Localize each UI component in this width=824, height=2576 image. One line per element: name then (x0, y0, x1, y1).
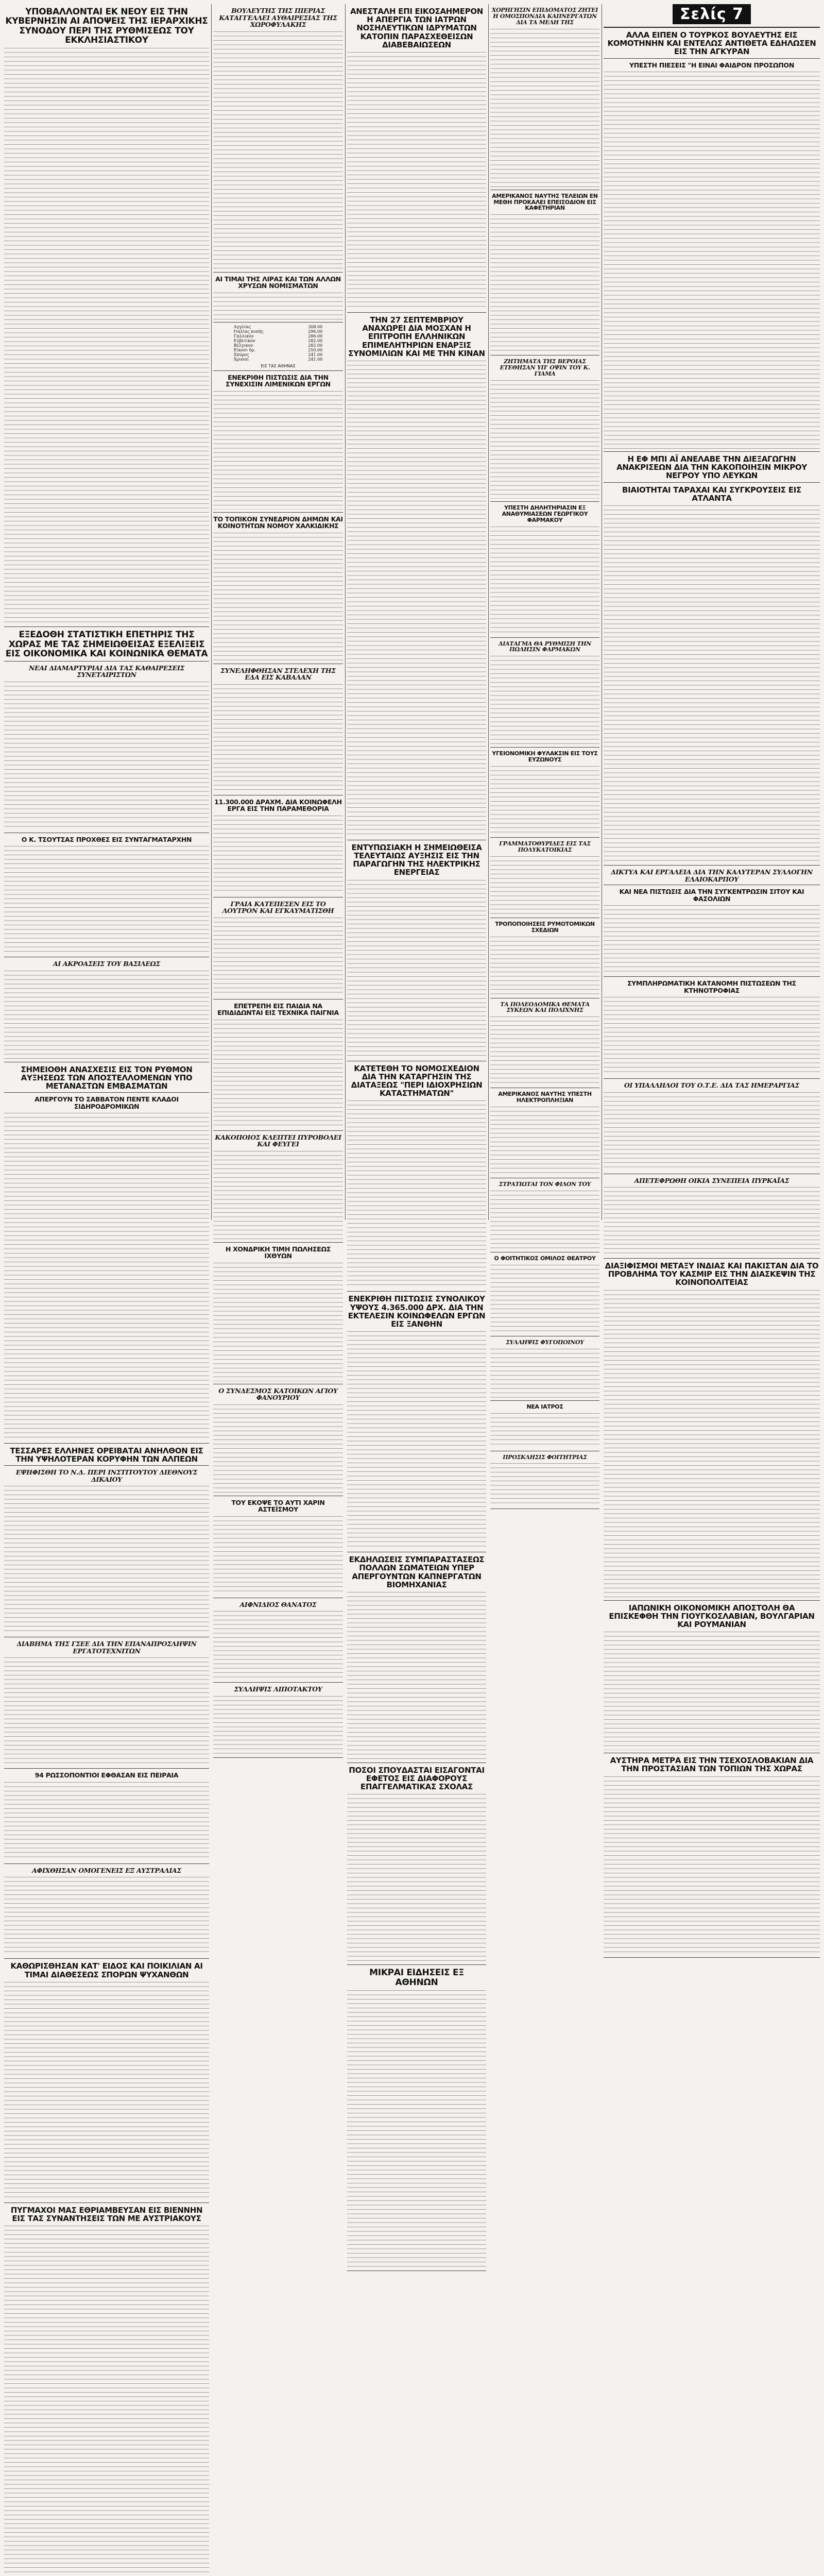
article (604, 1756, 820, 1957)
article (490, 359, 599, 502)
rate-name: Γαλλικόν (233, 333, 254, 338)
article (213, 1601, 343, 1683)
article-body (347, 879, 486, 1058)
article-headline: ΝΕΑ ΙΑΤΡΟΣ (526, 1403, 563, 1410)
rate-value: 282.00 (308, 338, 323, 343)
article-body (213, 1695, 343, 1755)
article-headline: ΠΡΟΣΚΛΗΣΙΣ ΦΟΙΤΗΤΡΙΑΣ (503, 1453, 587, 1461)
text-lines (347, 1099, 486, 1289)
article (4, 2206, 209, 2576)
column-rule (345, 4, 346, 1220)
article-headline: ΑΦΙΧΘΗΣΑΝ ΟΜΟΓΕΝΕΙΣ ΕΞ ΑΥΣΤΡΑΛΙΑΣ (32, 1866, 181, 1874)
article-body (604, 1631, 820, 1750)
text-lines (213, 30, 343, 269)
rate-row (233, 338, 323, 343)
article-body (604, 1289, 820, 1598)
article-headline: ΕΚΔΗΛΩΣΕΙΣ ΣΥΜΠΑΡΑΣΤΑΣΕΩΣ ΠΟΛΛΩΝ ΣΩΜΑΤΕΙΩΝ ΥΠΕΡ ΑΠΕΡΓΟΥΝΤΩΝ ΚΑΠΝΕΡΓΑΤΩΝ ΒΙΟΜΗΧΑΝΙΑΣ (349, 1555, 485, 1589)
article (490, 1454, 599, 1510)
column-rule (488, 4, 489, 1220)
rates-caption: ΕΙΣ ΤΑΣ ΑΘΗΝΑΣ (261, 363, 296, 368)
rate-value: 282.00 (308, 343, 323, 348)
article-headline: Η ΧΟΝΔΡΙΚΗ ΤΙΜΗ ΠΩΛΗΣΕΩΣ ΙΧΘΥΩΝ (225, 1245, 331, 1260)
article (604, 1604, 820, 1754)
article-headline: ΤΟΥ ΕΚΟΨΕ ΤΟ ΑΥΤΙ ΧΑΡΙΝ ΑΣΤΕΪΣΜΟΥ (231, 1498, 325, 1513)
text-lines (490, 1015, 599, 1085)
text-lines (604, 1186, 820, 1256)
article-headline: ΖΗΤΗΜΑΤΑ ΤΗΣ ΒΕΡΟΙΑΣ ΕΤΕΘΗΣΑΝ ΥΠ' ΟΨΙΝ ΤΟΥ Κ. ΓΙΑΜΑ (500, 358, 590, 377)
article-body (604, 904, 820, 974)
text-lines (213, 683, 343, 792)
article (213, 799, 343, 897)
article-headline: ΝΕΑΙ ΔΙΑΜΑΡΤΥΡΙΑΙ ΔΙΑ ΤΑΣ ΚΑΘΑΙΡΕΣΕΙΣ ΣΥΝΕΤΑΙΡΙΣΤΩΝ (28, 664, 185, 679)
article-body (213, 532, 343, 661)
article-headline: Ο ΦΟΙΤΗΤΙΚΟΣ ΟΜΙΛΟΣ ΘΕΑΤΡΟΥ (494, 1255, 596, 1262)
text-lines (604, 71, 820, 449)
article (4, 1640, 209, 1769)
text-lines (490, 379, 599, 499)
article-headline: ΑΙ ΤΙΜΑΙ ΤΗΣ ΛΙΡΑΣ ΚΑΙ ΤΩΝ ΑΛΛΩΝ ΧΡΥΣΩΝ ΝΟΜΙΣΜΑΤΩΝ (215, 275, 341, 290)
article (4, 665, 209, 833)
article-body (213, 390, 343, 510)
article (213, 276, 343, 323)
article (4, 1772, 209, 1864)
article-headline: ΓΡΑΙΑ ΚΑΤΕΠΕΣΕΝ ΕΙΣ ΤΟ ΛΟΥΤΡΟΝ ΚΑΙ ΕΓΚΑΥΜΑΤΙΣΘΗ (222, 900, 334, 914)
article-headline: ΠΥΓΜΑΧΟΙ ΜΑΣ ΕΘΡΙΑΜΒΕΥΣΑΝ ΕΙΣ ΒΙΕΝΝΗΝ ΕΙΣ ΤΑΣ ΣΥΝΑΝΤΗΣΕΙΣ ΤΩΝ ΜΕ ΑΥΣΤΡΙΑΚΟΥΣ (10, 2205, 203, 2224)
text-lines (347, 1591, 486, 1760)
article-headline: ΧΟΡΗΓΗΣΙΝ ΕΠΙΔΟΜΑΤΟΣ ΖΗΤΕΙ Η ΟΜΟΣΠΟΝΔΙΑ ΚΑΠΝΕΡΓΑΤΩΝ ΔΙΑ ΤΑ ΜΕΛΗ ΤΗΣ (491, 7, 598, 26)
article (347, 1555, 486, 1763)
article-headline: ΚΑΚΟΠΟΙΟΣ ΚΛΕΠΤΕΙ ΠΥΡΟΒΟΛΕΙ ΚΑΙ ΦΕΥΓΕΙ (215, 1133, 341, 1148)
article-headline: ΠΟΣΟΙ ΣΠΟΥΔΑΣΤΑΙ ΕΙΣΑΓΟΝΤΑΙ ΕΦΕΤΟΣ ΕΙΣ ΔΙΑΦΟΡΟΥΣ ΕΠΑΓΓΕΛΜΑΤΙΚΑΣ ΣΧΟΛΑΣ (349, 1765, 485, 1792)
text-lines (213, 1019, 343, 1128)
text-lines (347, 1330, 486, 1549)
article-headline: ΙΑΠΩΝΙΚΗ ΟΙΚΟΝΟΜΙΚΗ ΑΠΟΣΤΟΛΗ ΘΑ ΕΠΙΣΚΕΦΘΗ ΤΗΝ ΓΙΟΥΓΚΟΣΛΑΒΙΑΝ, ΒΟΥΛΓΑΡΙΑΝ ΚΑΙ ΡΟΥΜΑΝΙΑΝ (609, 1603, 815, 1629)
article-headline: ΓΡΑΜΜΑΤΟΘΥΡΙΔΕΣ ΕΙΣ ΤΑΣ ΠΟΛΥΚΑΤΟΙΚΙΑΣ (499, 840, 591, 853)
article-body (4, 2225, 209, 2576)
article-headline: ΑΜΕΡΙΚΑΝΟΣ ΝΑΥΤΗΣ ΥΠΕΣΤΗ ΗΛΕΚΤΡΟΠΛΗΞΙΑΝ (498, 1091, 592, 1104)
article (213, 1387, 343, 1496)
article (604, 62, 820, 452)
article-headline: ΜΙΚΡΑΙ ΕΙΔΗΣΕΙΣ ΕΞ ΑΘΗΝΩΝ (369, 1968, 464, 1988)
article-body (490, 1106, 599, 1175)
rate-row (233, 357, 323, 362)
article-body (347, 1989, 486, 2268)
rate-name: Ελβετικόν (233, 338, 255, 343)
article-body (604, 996, 820, 1076)
article-body (4, 1112, 209, 1440)
rate-name: Βέλγικον (233, 343, 253, 348)
article (4, 1867, 209, 1959)
text-lines (604, 1091, 820, 1171)
article-body (4, 970, 209, 1059)
text-lines (213, 1403, 343, 1493)
text-lines (4, 1656, 209, 1766)
article-headline: ΣΤΡΑΤΙΩΤΑΙ ΤΟΝ ΦΙΛΟΝ ΤΟΥ (499, 1181, 591, 1188)
article-body (4, 845, 209, 954)
article (347, 843, 486, 1061)
article-body (213, 917, 343, 996)
text-lines (4, 1781, 209, 1861)
article (490, 641, 599, 748)
text-lines (490, 1462, 599, 1506)
page-masthead (604, 4, 820, 24)
article-headline: ΔΙΑΤΑΓΜΑ ΘΑ ΡΥΘΜΙΣΗ ΤΗΝ ΠΩΛΗΣΙΝ ΦΑΡΜΑΚΩΝ (499, 640, 591, 653)
article-headline: ΑΠΕΡΓΟΥΝ ΤΟ ΣΑΒΒΑΤΟΝ ΠΕΝΤΕ ΚΛΑΔΟΙ ΣΙΔΗΡΟΔΡΟΜΙΚΩΝ (35, 1095, 179, 1110)
article (347, 1968, 486, 2271)
article (213, 516, 343, 664)
article (490, 841, 599, 918)
rate-name: Χρυσαί (233, 357, 249, 362)
text-lines (213, 1610, 343, 1680)
article-headline: ΔΙΑΞΙΦΙΣΜΟΙ ΜΕΤΑΞΥ ΙΝΔΙΑΣ ΚΑΙ ΠΑΚΙΣΤΑΝ ΔΙΑ ΤΟ ΠΡΟΒΛΗΜΑ ΤΟΥ ΚΑΣΜΙΡ ΕΙΣ ΤΗΝ ΔΙΑΣΚΕΨΙΝ ΤΗΣ ΚΟΙΝΟΠΟΛΙΤΕΙΑΣ (605, 1261, 819, 1287)
article (213, 1246, 343, 1384)
article-headline: ΕΝΕΚΡΙΘΗ ΠΙΣΤΩΣΙΣ ΣΥΝΟΛΙΚΟΥ ΥΨΟΥΣ 4.365.000 ΔΡΧ. ΔΙΑ ΤΗΝ ΕΚΤΕΛΕΣΙΝ ΚΟΙΝΩΦΕΛΩΝ ΕΡΓΩΝ ΕΙΣ ΞΑΝΘΗΝ (348, 1294, 486, 1329)
article (490, 751, 599, 838)
article-headline: ΒΟΥΛΕΥΤΗΣ ΤΗΣ ΠΙΕΡΙΑΣ ΚΑΤΑΓΓΕΛΛΕΙ ΑΥΘΑΙΡΕΣΙΑΣ ΤΗΣ ΧΩΡΟΦΥΛΑΚΗΣ (219, 7, 337, 28)
column-4 (490, 4, 599, 1461)
article-body (604, 71, 820, 449)
article-body (490, 379, 599, 499)
article-headline: ΤΗΝ 27 ΣΕΠΤΕΜΒΡΙΟΥ ΑΝΑΧΩΡΕΙ ΔΙΑ ΜΟΣΧΑΝ Η ΕΠΙΤΡΟΠΗ ΕΛΛΗΝΙΚΩΝ ΕΠΙΜΕΛΗΤΗΡΙΩΝ ΕΝΑΡΞΙΣ ΣΥΝΟΜΙΛΙΩΝ ΚΑΙ ΜΕ ΤΗΝ ΚΙΝΑΝ (348, 315, 485, 358)
article-body (213, 683, 343, 792)
article-body (347, 51, 486, 310)
text-lines (4, 1485, 209, 1634)
article-body (213, 1403, 343, 1493)
article-headline: ΣΥΜΠΛΗΡΩΜΑΤΙΚΗ ΚΑΤΑΝΟΜΗ ΠΙΣΤΩΣΕΩΝ ΤΗΣ ΚΤΗΝΟΤΡΟΦΙΑΣ (627, 979, 796, 994)
article-headline: ΣΥΛΛΗΨΙΣ ΦΥΓΟΠΟΙΝΟΥ (506, 1338, 584, 1346)
article-body (604, 504, 820, 862)
article-body (490, 1462, 599, 1506)
text-lines (490, 1412, 599, 1448)
text-lines (604, 904, 820, 974)
article (213, 1134, 343, 1243)
article (490, 193, 599, 356)
article-headline: ΚΑΤΕΤΕΘΗ ΤΟ ΝΟΜΟΣΧΕΔΙΟΝ ΔΙΑ ΤΗΝ ΚΑΤΑΡΓΗΣΙΝ ΤΗΣ ΔΙΑΤΑΞΕΩΣ "ΠΕΡΙ ΙΔΙΟΧΡΗΣΙΩΝ ΚΑΤΑΣΤΗΜΑΤΩΝ" (351, 1063, 483, 1098)
article-body (490, 1264, 599, 1333)
article-body (4, 1981, 209, 2200)
article-body (213, 1262, 343, 1381)
article (4, 1065, 209, 1093)
text-lines (604, 996, 820, 1076)
article-headline: ΕΝΤΥΠΩΣΙΑΚΗ Η ΣΗΜΕΙΩΘΕΙΣΑ ΤΕΛΕΥΤΑΙΩΣ ΑΥΞΗΣΙΣ ΕΙΣ ΤΗΝ ΠΑΡΑΓΩΓΗΝ ΤΗΣ ΗΛΕΚΤΡΙΚΗΣ ΕΝΕΡΓΕΙΑΣ (351, 842, 482, 877)
text-lines (4, 47, 209, 624)
article (4, 1447, 209, 1466)
text-lines (490, 28, 599, 187)
gold-rates-table (233, 325, 323, 362)
article-body (213, 1515, 343, 1595)
article (604, 1082, 820, 1174)
rate-row (233, 352, 323, 357)
article-body (347, 360, 486, 837)
article-headline: ΑΠΕΤΕΦΡΩΘΗ ΟΙΚΙΑ ΣΥΝΕΠΕΙΑ ΠΥΡΚΑΪΑΣ (634, 1176, 789, 1184)
article-body (213, 30, 343, 269)
article-body (490, 213, 599, 352)
article-headline: ΑΥΣΤΗΡΑ ΜΕΤΡΑ ΕΙΣ ΤΗΝ ΤΣΕΧΟΣΛΟΒΑΚΙΑΝ ΔΙΑ ΤΗΝ ΠΡΟΣΤΑΣΙΑΝ ΤΩΝ ΤΟΠΙΩΝ ΤΗΣ ΧΩΡΑΣ (610, 1756, 814, 1774)
article (213, 667, 343, 795)
rate-row (233, 329, 323, 334)
article-headline: ΕΝΕΚΡΙΘΗ ΠΙΣΤΩΣΙΣ ΔΙΑ ΤΗΝ ΣΥΝΕΧΙΣΙΝ ΛΙΜΕΝΙΚΩΝ ΕΡΓΩΝ (226, 373, 331, 388)
article-headline: Ο ΣΥΝΔΕΣΜΟΣ ΚΑΤΟΙΚΩΝ ΑΓΙΟΥ ΦΑΝΟΥΡΙΟΥ (218, 1386, 338, 1401)
text-lines (213, 1150, 343, 1240)
article-body (490, 936, 599, 995)
article-body (490, 1015, 599, 1085)
article (4, 836, 209, 958)
article (347, 1064, 486, 1292)
article-headline: ΔΙΑΒΗΜΑ ΤΗΣ ΓΣΕΕ ΔΙΑ ΤΗΝ ΕΠΑΝΑΠΡΟΣΛΗΨΙΝ ΕΡΓΑΤΟΤΕΧΝΙΤΩΝ (16, 1640, 197, 1655)
article (213, 1686, 343, 1758)
article-headline: ΣΗΜΕΙΟΘΗ ΑΝΑΣΧΕΣΙΣ ΕΙΣ ΤΟΝ ΡΥΘΜΟΝ ΑΥΞΗΣΕΩΣ ΤΩΝ ΑΠΟΣΤΕΛΛΟΜΕΝΩΝ ΥΠΟ ΜΕΤΑΝΑΣΤΩΝ ΕΜΒΑΣΜΑΤΩΝ (21, 1064, 193, 1091)
text-lines (490, 1348, 599, 1398)
article-body (604, 1091, 820, 1171)
rate-value: 241.00 (308, 357, 323, 362)
article-headline: 94 ΡΩΣΣΟΠΟΝΤΙΟΙ ΕΦΘΑΣΑΝ ΕΙΣ ΠΕΙΡΑΙΑ (35, 1771, 179, 1780)
article (4, 630, 209, 661)
text-lines (490, 526, 599, 635)
article (604, 31, 820, 59)
article-headline: ΕΨΗΦΙΣΘΗ ΤΟ Ν.Δ. ΠΕΡΙ ΙΝΣΤΙΤΟΥΤΟΥ ΔΙΕΘΝΟΥΣ ΔΙΚΑΙΟΥ (15, 1468, 198, 1483)
article-body (213, 1019, 343, 1128)
article-headline: ΑΜΕΡΙΚΑΝΟΣ ΝΑΥΤΗΣ ΤΕΛΕΙΩΝ ΕΝ ΜΕΘΗ ΠΡΟΚΑΛΕΙ ΕΠΕΙΣΟΔΙΟΝ ΕΙΣ ΚΑΦΕΤΗΡΙΑΝ (492, 192, 598, 212)
text-lines (490, 655, 599, 744)
rate-value: 250.00 (308, 347, 323, 352)
text-lines (213, 390, 343, 510)
rate-row (233, 325, 323, 329)
article-headline: ΤΕΣΣΑΡΕΣ ΕΛΛΗΝΕΣ ΟΡΕΙΒΑΤΑΙ ΑΝΗΛΘΟΝ ΕΙΣ ΤΗΝ ΥΨΗΛΟΤΕΡΑΝ ΚΟΡΥΦΗΝ ΤΩΝ ΑΛΠΕΩΝ (10, 1446, 203, 1464)
article-body (604, 1186, 820, 1256)
article (490, 1256, 599, 1336)
article-headline: ΥΠΕΣΤΗ ΔΗΛΗΤΗΡΙΑΣΙΝ ΕΞ ΑΝΑΘΥΜΙΑΣΕΩΝ ΓΕΩΡΓΙΚΟΥ ΦΑΡΜΑΚΟΥ (502, 504, 588, 523)
article (347, 7, 486, 313)
text-lines (604, 1289, 820, 1598)
gold-rates-box (213, 325, 343, 371)
article-body (347, 1099, 486, 1289)
article (347, 316, 486, 840)
article-body (213, 292, 343, 319)
text-lines (347, 360, 486, 837)
text-lines (4, 681, 209, 830)
article-body (347, 1793, 486, 1962)
article-headline: ΚΑΘΩΡΙΣΘΗΣΑΝ ΚΑΤ' ΕΙΔΟΣ ΚΑΙ ΠΟΙΚΙΛΙΑΝ ΑΙ ΤΙΜΑΙ ΔΙΑΘΕΣΕΩΣ ΣΠΟΡΩΝ ΨΥΧΑΝΘΩΝ (10, 1961, 203, 1979)
article-body (490, 526, 599, 635)
column-2 (213, 4, 343, 1693)
column-1 (4, 4, 209, 2224)
text-lines (4, 1876, 209, 1956)
article (213, 7, 343, 273)
rate-row (233, 343, 323, 348)
article-body (490, 1348, 599, 1398)
text-lines (604, 1631, 820, 1750)
article (4, 960, 209, 1062)
text-lines (347, 1793, 486, 1962)
article-body (490, 765, 599, 835)
column-3 (347, 4, 486, 1988)
text-lines (213, 292, 343, 319)
rate-name: Είκοσι δρ. (233, 347, 255, 352)
article (490, 1091, 599, 1178)
article-headline: ΑΛΛΑ ΕΙΠΕΝ Ο ΤΟΥΡΚΟΣ ΒΟΥΛΕΥΤΗΣ ΕΙΣ ΚΟΜΟΤΗΝΗΝ ΚΑΙ ΕΝΤΕΛΩΣ ΑΝΤΙΘΕΤΑ ΕΔΗΛΩΣΕΝ ΕΙΣ ΤΗΝ ΑΓΚΥΡΑΝ (607, 30, 816, 57)
text-lines (4, 1112, 209, 1440)
article (213, 1499, 343, 1598)
text-lines (490, 1106, 599, 1175)
article (490, 921, 599, 998)
article-body (347, 1330, 486, 1549)
article (604, 486, 820, 866)
text-lines (213, 1695, 343, 1755)
text-lines (4, 845, 209, 954)
article (604, 455, 820, 483)
article (490, 1404, 599, 1451)
text-lines (604, 504, 820, 862)
article-headline: ΕΞΕΔΟΘΗ ΣΤΑΤΙΣΤΙΚΗ ΕΠΕΤΗΡΙΣ ΤΗΣ ΧΩΡΑΣ ΜΕ ΤΑΣ ΣΗΜΕΙΩΘΕΙΣΑΣ ΕΞΕΛΙΞΕΙΣ ΕΙΣ ΟΙΚΟΝΟΜΙΚΑ ΚΑΙ ΚΟΙΝΩΝΙΚΑ ΘΕΜΑΤΑ (5, 630, 208, 659)
article-body (4, 1781, 209, 1861)
text-lines (347, 51, 486, 310)
text-lines (213, 1515, 343, 1595)
rate-row (233, 334, 323, 338)
text-lines (4, 1981, 209, 2200)
article-body (4, 1876, 209, 1956)
text-lines (213, 917, 343, 996)
article-headline: ΟΙ ΥΠΑΛΛΗΛΟΙ ΤΟΥ Ο.Τ.Ε. ΔΙΑ ΤΑΣ ΗΜΕΡΑΡΓΙΑΣ (624, 1081, 800, 1089)
article-body (490, 1412, 599, 1448)
article (490, 1181, 599, 1252)
article (213, 374, 343, 513)
article-headline: ΔΙΚΤΥΑ ΚΑΙ ΕΡΓΑΛΕΙΑ ΔΙΑ ΤΗΝ ΚΑΛΥΤΕΡΑΝ ΣΥΛΛΟΓΗΝ ΕΛΑΙΟΚΑΡΠΟΥ (611, 868, 813, 883)
article (604, 869, 820, 885)
article (490, 505, 599, 638)
article-headline: ΚΑΙ ΝΕΑ ΠΙΣΤΩΣΙΣ ΔΙΑ ΤΗΝ ΣΥΓΚΕΝΤΡΩΣΙΝ ΣΙΤΟΥ ΚΑΙ ΦΑΣΟΛΙΩΝ (619, 888, 804, 903)
rate-row (233, 348, 323, 352)
rate-value: 308.00 (308, 324, 323, 329)
page-number-label: Σελίς 7 (673, 4, 751, 24)
article-headline: ΤΟ ΤΟΠΙΚΟΝ ΣΥΝΕΔΡΙΟΝ ΔΗΜΩΝ ΚΑΙ ΚΟΙΝΟΤΗΤΩΝ ΝΟΜΟΥ ΧΑΛΚΙΔΙΚΗΣ (213, 515, 343, 530)
article (490, 1340, 599, 1401)
article-body (4, 681, 209, 830)
text-lines (490, 765, 599, 835)
article (4, 1096, 209, 1444)
text-lines (490, 855, 599, 915)
article-body (213, 1610, 343, 1680)
rate-value: 286.00 (308, 333, 323, 338)
article (347, 1295, 486, 1552)
text-lines (347, 879, 486, 1058)
text-lines (4, 970, 209, 1059)
article (213, 901, 343, 999)
article-headline: ΥΠΟΒΑΛΛΟΝΤΑΙ ΕΚ ΝΕΟΥ ΕΙΣ ΤΗΝ ΚΥΒΕΡΝΗΣΙΝ ΑΙ ΑΠΟΨΕΙΣ ΤΗΣ ΙΕΡΑΡΧΙΚΗΣ ΣΥΝΟΔΟΥ ΠΕΡΙ ΤΗΣ ΡΥΘΜΙΣΕΩΣ ΤΟΥ ΕΚΚΛΗΣΙΑΣΤΙΚΟΥ (5, 7, 208, 46)
text-lines (213, 532, 343, 661)
text-lines (490, 213, 599, 352)
rate-name: Αγγλίας (233, 324, 251, 329)
article-headline: ΤΡΟΠΟΠΟΙΗΣΕΙΣ ΡΥΜΟΤΟΜΙΚΩΝ ΣΧΕΔΙΩΝ (495, 920, 595, 934)
article (347, 1766, 486, 1965)
rate-value: 296.00 (308, 329, 323, 334)
article (4, 7, 209, 627)
article (490, 7, 599, 190)
article (604, 1262, 820, 1601)
article-headline: ΕΠΕΤΡΕΠΗ ΕΙΣ ΠΑΙΔΙΑ ΝΑ ΕΠΙΔΙΔΩΝΤΑΙ ΕΙΣ ΤΕΧΝΙΚΑ ΠΑΙΓΝΙΑ (217, 1002, 339, 1016)
article-headline: ΑΙΦΝΙΔΙΟΣ ΘΑΝΑΤΟΣ (239, 1600, 317, 1608)
article-headline: ΥΠΕΣΤΗ ΠΙΕΣΕΙΣ "Η ΕΙΝΑΙ ΦΑΙΔΡΟΝ ΠΡΟΣΩΠΟΝ (629, 61, 795, 69)
text-lines (490, 1264, 599, 1333)
text-lines (213, 1262, 343, 1381)
article-body (490, 1190, 599, 1249)
article-body (213, 1150, 343, 1240)
article-headline: ΑΝΕΣΤΑΛΗ ΕΠΙ ΕΙΚΟΣΑΗΜΕΡΟΝ Η ΑΠΕΡΓΙΑ ΤΩΝ ΙΑΤΡΩΝ ΝΟΣΗΛΕΥΤΙΚΩΝ ΙΔΡΥΜΑΤΩΝ ΚΑΤΟΠΙΝ ΠΑΡΑΣΧΕΘΕΙΣΩΝ ΔΙΑΒΕΒΑΙΩΣΕΩΝ (350, 7, 484, 49)
text-lines (347, 1989, 486, 2268)
rate-value: 241.00 (308, 352, 323, 357)
article-headline: ΑΙ ΑΚΡΟΑΣΕΙΣ ΤΟΥ ΒΑΣΙΛΕΩΣ (53, 960, 160, 968)
text-lines (490, 1190, 599, 1249)
article (213, 1003, 343, 1131)
article-headline: ΣΥΛΛΗΨΙΣ ΛΙΠΟΤΑΚΤΟΥ (234, 1685, 322, 1693)
rate-name: Ιταλίας κοπής (233, 329, 264, 334)
column-rule (211, 4, 212, 1220)
article-body (4, 47, 209, 624)
article-body (347, 1591, 486, 1760)
article (604, 888, 820, 977)
article (4, 1469, 209, 1637)
article-body (4, 1656, 209, 1766)
article-headline: Ο Κ. ΤΣΟΥΤΣΑΣ ΠΡΟΧΘΕΣ ΕΙΣ ΣΥΝΤΑΓΜΑΤΑΡΧΗΝ (21, 835, 192, 843)
article-body (490, 28, 599, 187)
text-lines (490, 936, 599, 995)
article (604, 980, 820, 1079)
article-body (490, 855, 599, 915)
rate-name: Σκύρος (233, 352, 249, 357)
text-lines (604, 1775, 820, 1955)
article-body (604, 1775, 820, 1955)
article-headline: 11.300.000 ΔΡΑΧΜ. ΔΙΑ ΚΟΙΝΩΦΕΛΗ ΕΡΓΑ ΕΙΣ ΤΗΝ ΠΑΡΑΜΕΘΟΡΙΑ (214, 798, 342, 812)
text-lines (213, 815, 343, 894)
article (490, 1002, 599, 1089)
article (4, 1962, 209, 2202)
article (604, 1177, 820, 1259)
article-headline: ΒΙΑΙΟΤΗΤΑΙ ΤΑΡΑΧΑΙ ΚΑΙ ΣΥΓΚΡΟΥΣΕΙΣ ΕΙΣ ΑΤΛΑΝΤΑ (622, 485, 801, 503)
article-body (490, 655, 599, 744)
article-headline: ΤΑ ΠΟΛΕΟΔΟΜΙΚΑ ΘΕΜΑΤΑ ΣΥΚΕΩΝ ΚΑΙ ΠΟΛΙΧΝΗΣ (500, 1001, 590, 1014)
article-headline: ΥΓΕΙΟΝΟΜΙΚΗ ΦΥΛΑΚΣΙΝ ΕΙΣ ΤΟΥΣ ΕΥΖΩΝΟΥΣ (492, 750, 598, 764)
article-body (4, 1485, 209, 1634)
article-headline: Η ΕΦ ΜΠΙ ΑΪ ΑΝΕΛΑΒΕ ΤΗΝ ΔΙΕΞΑΓΩΓΗΝ ΑΝΑΚΡΙΣΕΩΝ ΔΙΑ ΤΗΝ ΚΑΚΟΠΟΙΗΣΙΝ ΜΙΚΡΟΥ ΝΕΓΡΟΥ ΥΠΟ ΛΕΥΚΩΝ (616, 454, 807, 481)
article-headline: ΣΥΝΕΛΗΦΘΗΣΑΝ ΣΤΕΛΕΧΗ ΤΗΣ ΕΔΑ ΕΙΣ ΚΑΒΑΛΑΝ (220, 666, 336, 681)
article-body (213, 815, 343, 894)
text-lines (4, 2225, 209, 2576)
column-5 (604, 4, 820, 1774)
